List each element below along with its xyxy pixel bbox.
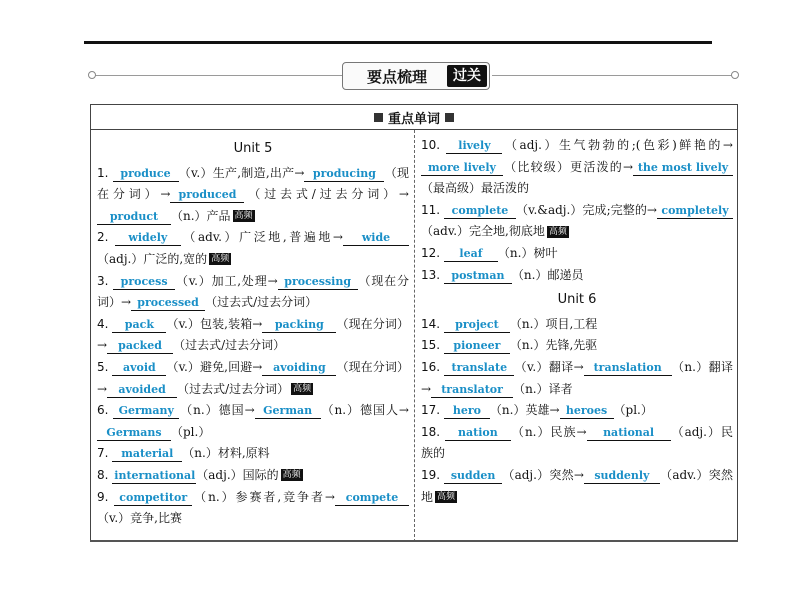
entry-text: （n.）民族→ xyxy=(510,424,587,439)
frequency-tag: 高频 xyxy=(234,211,253,222)
entry-text: （现在分词）→ xyxy=(97,165,409,202)
section-header-title: 要点梳理 xyxy=(366,67,427,86)
entry-text: （adj.）民族的 xyxy=(421,424,733,461)
answer-blank: complete xyxy=(444,203,516,219)
answer-blank: more lively xyxy=(421,160,503,176)
entry-text: （n.）翻译→ xyxy=(421,359,733,396)
header-line-right xyxy=(492,75,735,76)
entry-text: （adv.）广泛地,普遍地→ xyxy=(180,230,343,245)
answer-blank: the most lively xyxy=(633,160,733,176)
answer-blank: German xyxy=(255,403,321,419)
vocab-entry-2 xyxy=(97,227,409,270)
header-dot-right xyxy=(731,71,739,79)
unit-title: Unit 5 xyxy=(233,141,273,156)
answer-blank: hero xyxy=(444,403,490,419)
vocab-entry-9 xyxy=(97,487,409,530)
answer-blank: material xyxy=(112,446,182,462)
vocab-entry-15 xyxy=(421,335,733,357)
answer-blank: national xyxy=(587,425,671,441)
entry-number: 17. xyxy=(421,403,441,418)
entry-number: 16. xyxy=(421,359,441,374)
entry-text: （n.）德国人→ xyxy=(320,403,409,418)
entry-number: 14. xyxy=(421,316,441,331)
right-column xyxy=(421,135,733,508)
entry-number: 1. xyxy=(97,165,109,180)
left-column xyxy=(97,135,409,530)
vocab-entry-17 xyxy=(421,400,733,422)
entry-text: （adv.）完全地,彻底地 xyxy=(421,224,545,239)
vocabulary-heading xyxy=(91,105,737,130)
entry-text: （adj.）广泛的,宽的 xyxy=(97,251,208,266)
frequency-tag: 高频 xyxy=(293,384,312,395)
answer-blank: nation xyxy=(445,425,511,441)
vocab-entry-14 xyxy=(421,314,733,336)
entry-text: （n.）先锋,先驱 xyxy=(509,338,598,353)
entry-text: （最高级）最活泼的 xyxy=(421,181,530,196)
vocab-entry-3 xyxy=(97,271,409,314)
frequency-tag: 高频 xyxy=(282,470,301,481)
entry-number: 8. xyxy=(97,467,109,482)
vocab-entry-13 xyxy=(421,265,733,287)
top-rule xyxy=(84,41,712,44)
entry-text: （过去式/过去分词） xyxy=(205,295,318,310)
unit-title: Unit 6 xyxy=(557,292,597,308)
section-header-badge: 过关 xyxy=(447,65,487,87)
frequency-tag: 高频 xyxy=(437,492,456,502)
vocab-entry-4 xyxy=(97,314,409,357)
answer-blank: postman xyxy=(444,268,512,284)
answer-blank: project xyxy=(444,317,510,333)
vocab-entry-6 xyxy=(97,400,409,443)
column-divider xyxy=(414,130,415,542)
vocab-entry-12 xyxy=(421,243,733,265)
answer-blank: avoiding xyxy=(262,360,336,376)
entry-number: 6. xyxy=(97,403,109,418)
frequency-tag: 高频 xyxy=(548,226,567,237)
answer-blank: Germans xyxy=(97,425,171,441)
answer-blank: produced xyxy=(170,187,244,203)
answer-blank: process xyxy=(113,274,175,290)
entry-text: （pl.） xyxy=(171,424,211,439)
entry-text: （adj.）突然→ xyxy=(502,467,584,482)
entry-text: （过去式/过去分词） xyxy=(177,381,290,396)
vocab-entry-8 xyxy=(97,465,409,487)
vocab-entry-10 xyxy=(421,135,733,200)
entry-text: （n.）英雄→ xyxy=(489,403,560,418)
entry-text: （adj.）国际的 xyxy=(196,467,279,482)
entry-number: 7. xyxy=(97,446,109,461)
vocabulary-heading-text: 重点单词 xyxy=(387,111,440,127)
answer-blank: Germany xyxy=(113,403,179,419)
entry-text: （n.）树叶 xyxy=(497,245,558,260)
answer-blank: sudden xyxy=(444,468,502,484)
section-header xyxy=(342,62,490,90)
answer-blank: producing xyxy=(304,166,384,182)
entry-text: （n.）材料,原料 xyxy=(182,446,270,461)
vocabulary-frame xyxy=(90,104,738,542)
answer-blank: pioneer xyxy=(444,338,510,354)
entry-text: （v.）生产,制造,出产→ xyxy=(178,165,305,180)
vocab-entry-7 xyxy=(97,443,409,465)
entry-number: 19. xyxy=(421,467,441,482)
entry-number: 10. xyxy=(421,138,441,152)
entry-text: （adv.）突然地 xyxy=(421,467,733,504)
entry-number: 5. xyxy=(97,359,109,374)
entry-number: 4. xyxy=(97,316,109,331)
entry-text: （adj.）生气勃勃的;(色彩)鲜艳的→ xyxy=(502,138,733,152)
answer-blank: avoid xyxy=(112,360,166,376)
entry-text: （现在分词）→ xyxy=(97,316,409,353)
answer-blank: heroes xyxy=(560,403,614,419)
entry-text: （n.）邮递员 xyxy=(511,267,584,282)
entry-text: （n.）产品 xyxy=(171,208,231,223)
answer-blank: wide xyxy=(343,230,409,246)
entry-number: 3. xyxy=(97,273,109,288)
vocab-entry-5 xyxy=(97,357,409,400)
entry-text: （n.）德国→ xyxy=(179,403,255,418)
answer-blank: competitor xyxy=(114,490,192,506)
entry-text: （n.）参赛者,竞争者→ xyxy=(192,489,335,504)
entry-number: 9. xyxy=(97,489,109,504)
vocab-entry-1 xyxy=(97,163,409,228)
square-bullet-icon xyxy=(445,113,454,122)
entry-text: （v.）翻译→ xyxy=(514,359,584,374)
answer-blank: compete xyxy=(335,490,409,506)
answer-blank: lively xyxy=(446,138,502,154)
entry-text: （现在分词）→ xyxy=(97,359,409,396)
vocab-entry-19 xyxy=(421,465,733,508)
answer-blank: completely xyxy=(657,203,733,219)
answer-blank: produce xyxy=(113,166,179,182)
answer-blank: pack xyxy=(112,317,166,333)
bottom-rule xyxy=(90,540,738,542)
answer-blank: avoided xyxy=(107,382,177,398)
square-bullet-icon xyxy=(374,113,383,122)
entry-text: （过去式/过去分词）→ xyxy=(244,187,409,202)
entry-text: （pl.） xyxy=(613,403,653,418)
answer-blank: translation xyxy=(584,360,672,376)
vocab-entry-16 xyxy=(421,357,733,400)
answer-blank: processed xyxy=(131,295,205,311)
answer-blank: translate xyxy=(444,360,514,376)
answer-blank: translator xyxy=(431,382,513,398)
entry-number: 13. xyxy=(421,267,441,282)
entry-text: （v.）加工,处理→ xyxy=(175,273,278,288)
entry-text: （比较级）更活泼的→ xyxy=(503,159,633,174)
entry-text: （过去式/过去分词） xyxy=(173,338,286,353)
entry-text: （n.）项目,工程 xyxy=(509,316,598,331)
entry-number: 11. xyxy=(421,202,441,217)
answer-blank: processing xyxy=(278,274,358,290)
frequency-tag: 高频 xyxy=(211,254,230,265)
header-dot-left xyxy=(88,71,96,79)
entry-text: （n.）译者 xyxy=(513,381,573,396)
answer-blank: leaf xyxy=(444,246,498,262)
entry-text: （v.）竞争,比赛 xyxy=(97,511,182,526)
answer-blank: suddenly xyxy=(584,468,660,484)
entry-text: （v.）避免,回避→ xyxy=(166,359,263,374)
answer-blank: packed xyxy=(107,338,173,354)
header-line-left xyxy=(92,75,342,76)
vocab-entry-18 xyxy=(421,422,733,465)
entry-number: 18. xyxy=(421,424,441,439)
entry-text: （v.）包装,装箱→ xyxy=(166,316,263,331)
entry-number: 2. xyxy=(97,230,109,245)
entry-number: 15. xyxy=(421,338,441,353)
answer-blank: widely xyxy=(115,230,181,246)
entry-number: 12. xyxy=(421,245,441,260)
answer-blank: product xyxy=(97,209,171,225)
answer-blank: packing xyxy=(262,317,336,333)
answer-blank: international xyxy=(114,468,196,482)
entry-text: （v.&adj.）完成;完整的→ xyxy=(515,202,657,217)
vocab-entry-11 xyxy=(421,200,733,243)
entry-text: （现在分词）→ xyxy=(97,273,409,310)
